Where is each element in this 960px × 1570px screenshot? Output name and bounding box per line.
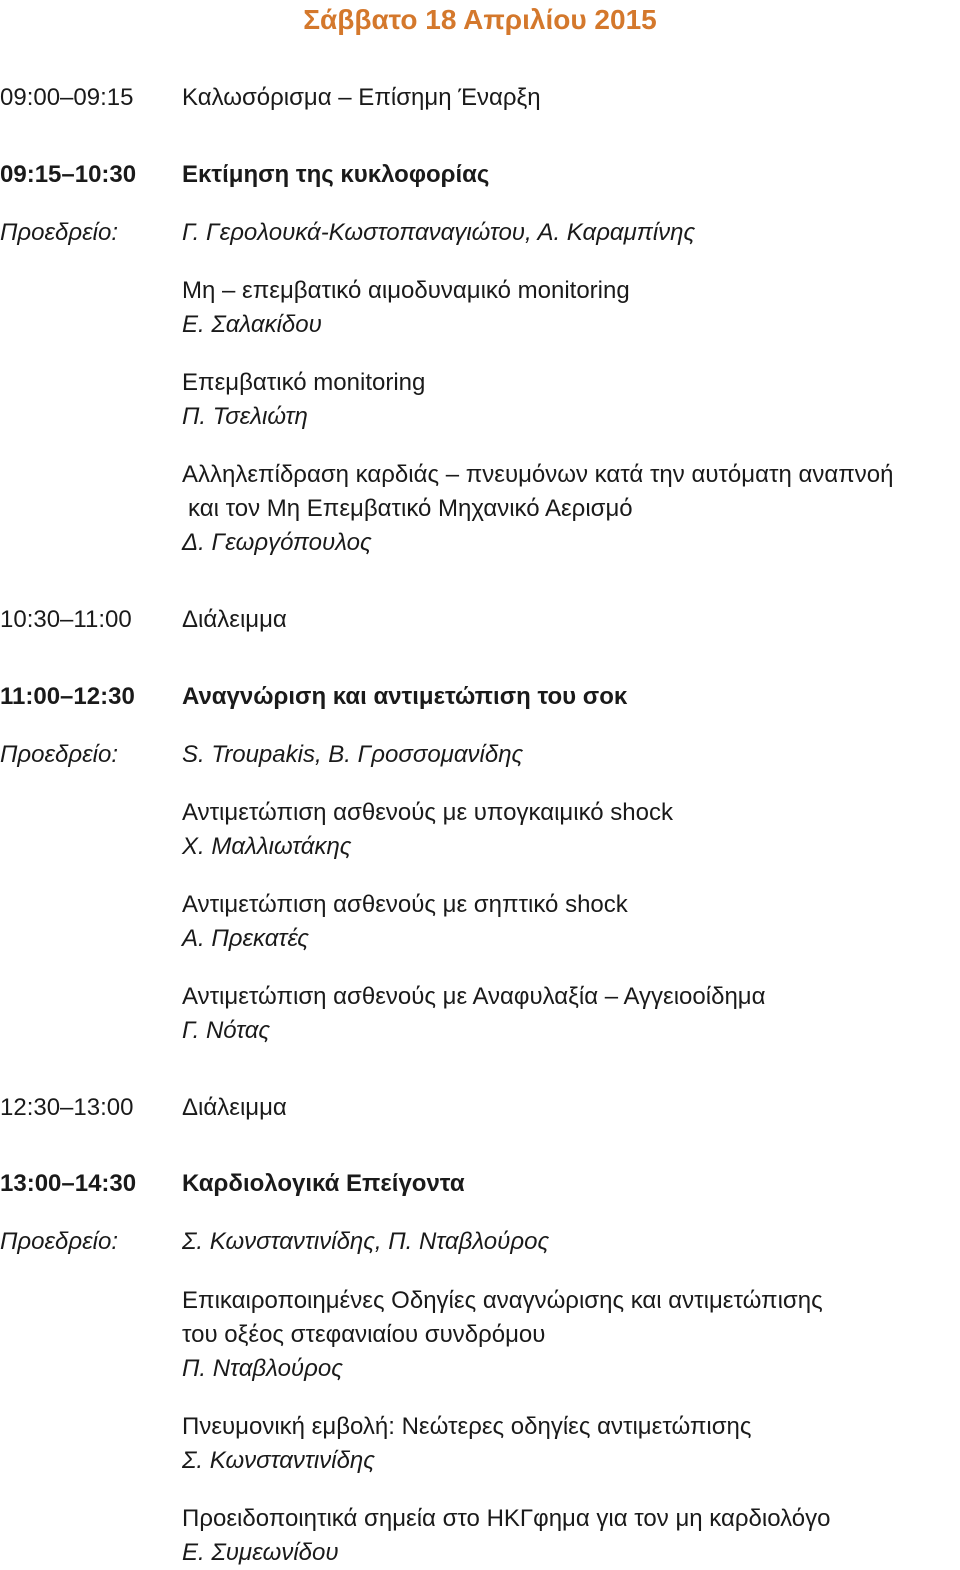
talk-speaker: Γ. Νότας [182,1017,271,1044]
session-time: 13:00–14:30 [0,1170,137,1197]
session-time: 12:30–13:00 [0,1094,134,1121]
chair-names: S. Troupakis, Β. Γροσσομανίδης [182,741,524,768]
session-time: 09:15–10:30 [0,161,137,188]
talk-title-line: και τον Μη Επεμβατικό Μηχανικό Αερισμό [188,495,633,522]
talk-title: Αντιμετώπιση ασθενούς με Αναφυλαξία – Αγγειοοίδημα [182,983,766,1010]
talk-title: Μη – επεμβατικό αιμοδυναμικό monitoring [182,277,630,304]
talk-title: Επεμβατικό monitoring [182,369,426,396]
talk-speaker: Σ. Κωνσταντινίδης [182,1447,375,1474]
session-title: Καρδιολογικά Επείγοντα [182,1170,465,1197]
talk-title: Πνευμονική εμβολή: Νεώτερες οδηγίες αντιμετώπισης [182,1413,752,1440]
chair-label: Προεδρείο: [0,1228,119,1255]
session-time: 10:30–11:00 [0,606,132,633]
talk-speaker: Ε. Σαλακίδου [182,311,322,338]
session-title: Αναγνώριση και αντιμετώπιση του σοκ [182,683,628,710]
talk-title-line: Αλληλεπίδραση καρδιάς – πνευμόνων κατά την αυτόματη αναπνοή [182,461,894,488]
talk-speaker: Α. Πρεκατές [182,925,309,952]
session-time: 09:00–09:15 [0,84,134,111]
session-time: 11:00–12:30 [0,683,135,710]
talk-title: Αντιμετώπιση ασθενούς με υπογκαιμικό shock [182,799,673,826]
chair-names: Γ. Γερολουκά-Κωστοπαναγιώτου, Α. Καραμπίνης [182,219,696,246]
session-title: Εκτίμηση της κυκλοφορίας [182,161,490,188]
talk-title-line: του οξέος στεφανιαίου συνδρόμου [182,1321,546,1348]
session-title: Διάλειμμα [182,606,287,633]
talk-title: Αντιμετώπιση ασθενούς με σηπτικό shock [182,891,628,918]
talk-title: Προειδοποιητικά σημεία στο ΗΚΓφημα για τον μη καρδιολόγο [182,1505,831,1532]
page-title: Σάββατο 18 Απριλίου 2015 [303,4,657,35]
chair-label: Προεδρείο: [0,219,119,246]
talk-speaker: Π. Νταβλούρος [182,1355,343,1382]
talk-title-line: Επικαιροποιημένες Οδηγίες αναγνώρισης και αντιμετώπισης [182,1287,823,1314]
chair-label: Προεδρείο: [0,741,119,768]
talk-speaker: Δ. Γεωργόπουλος [182,529,372,556]
talk-speaker: Π. Τσελιώτη [182,403,308,430]
chair-names: Σ. Κωνσταντινίδης, Π. Νταβλούρος [182,1228,550,1255]
talk-speaker: Χ. Μαλλιωτάκης [182,833,352,860]
talk-speaker: Ε. Συμεωνίδου [182,1539,339,1566]
session-title: Καλωσόρισμα – Επίσημη Έναρξη [182,84,541,111]
session-title: Διάλειμμα [182,1094,287,1121]
